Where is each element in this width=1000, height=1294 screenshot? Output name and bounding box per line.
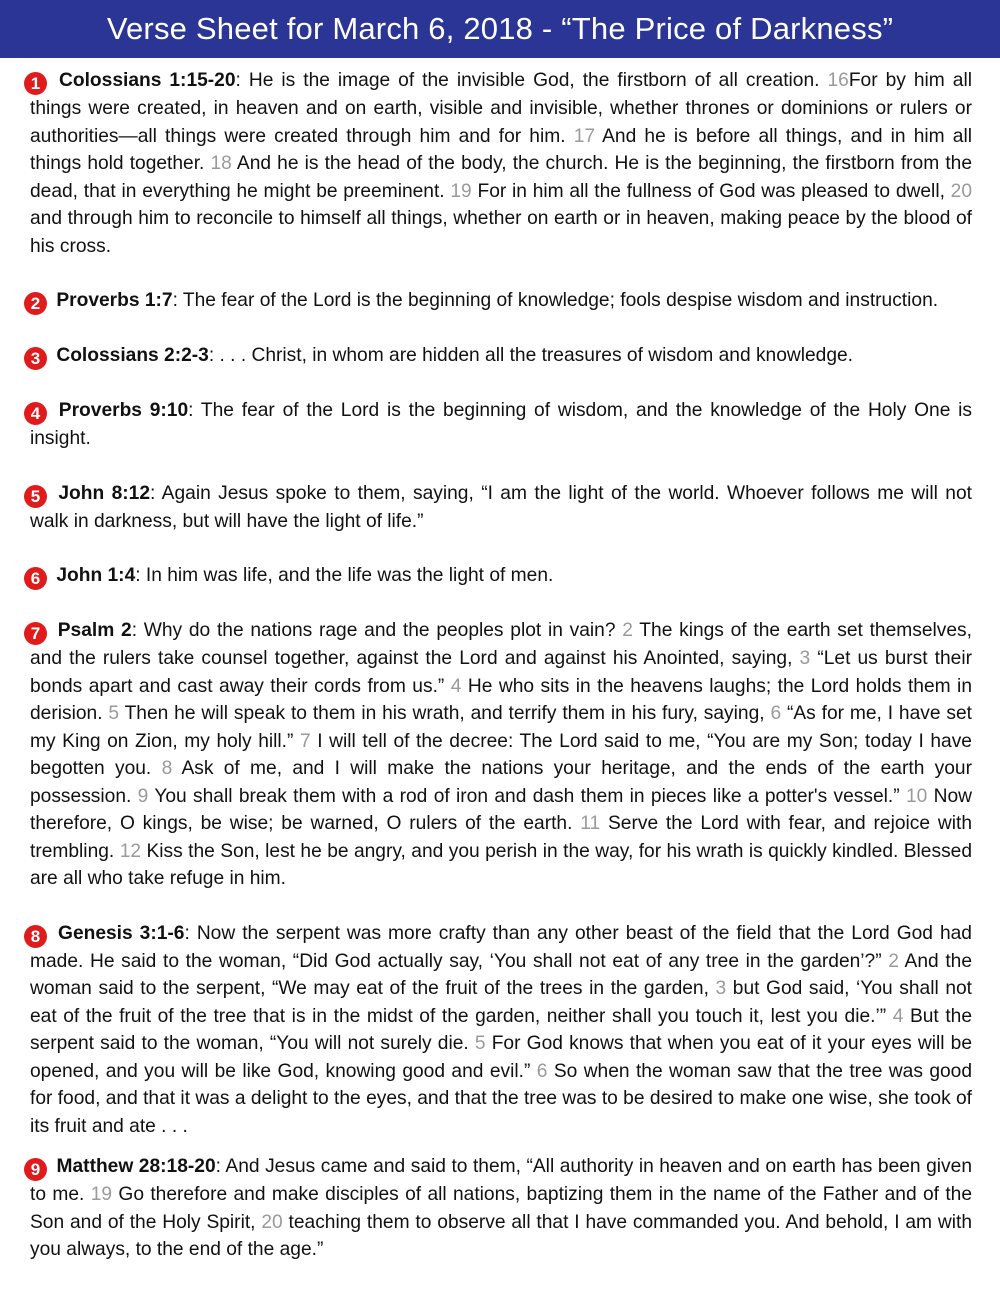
verse-item xyxy=(30,1153,972,1264)
verse-item xyxy=(30,67,972,260)
verse-list xyxy=(0,58,1000,1264)
verse-text: : Why do the nations rage and the peoples plot in vain? xyxy=(131,620,623,641)
verse-text: For in him all the fullness of God was pleased to dwell, xyxy=(471,180,951,202)
verse-number-badge: 8 xyxy=(24,925,47,948)
verse-text: : The fear of the Lord is the beginning of wisdom, and the knowledge of the Holy One is insight. xyxy=(30,400,972,449)
verse-text: : He is the image of the invisible God, the firstborn of all creation. xyxy=(235,70,828,91)
verse-text: You shall break them with a rod of iron and dash them in pieces like a potter's vessel.” xyxy=(148,785,906,807)
verse-text: : Again Jesus spoke to them, saying, “I am the light of the world. Whoever follows me will not walk in darkness, but will have the light of life.” xyxy=(30,482,972,532)
verse-item xyxy=(30,920,972,1141)
verse-text: I will tell of the decree: The Lord said to me, “You are my Son; today I have begotten you. xyxy=(30,730,972,779)
verse-number-badge: 2 xyxy=(24,292,47,315)
verse-subnumber: 16 xyxy=(827,70,849,91)
verse-subnumber: 6 xyxy=(770,703,782,724)
verse-item xyxy=(30,617,972,893)
verse-number-badge: 7 xyxy=(24,622,47,645)
verse-item xyxy=(30,562,972,590)
verse-text: He who sits in the heavens laughs; the Lord holds them in derision. xyxy=(30,675,972,724)
verse-subnumber: 8 xyxy=(161,758,173,779)
verse-reference: Colossians 2:2-3 xyxy=(56,345,209,366)
verse-subnumber: 19 xyxy=(450,180,472,202)
verse-subnumber: 2 xyxy=(888,950,899,972)
verse-subnumber: 11 xyxy=(580,813,601,834)
verse-reference: Psalm 2 xyxy=(57,620,132,641)
verse-item xyxy=(30,287,972,315)
verse-text: and through him to reconcile to himself all things, whether on earth or in heaven, making peace by the blood of his cross. xyxy=(30,208,972,257)
verse-text: Now therefore, O kings, be wise; be warned, O rulers of the earth. xyxy=(30,785,973,834)
verse-reference: Proverbs 1:7 xyxy=(56,290,173,311)
verse-text: Ask of me, and I will make the nations your heritage, and the ends of the earth your possession. xyxy=(30,758,972,807)
verse-number-badge: 4 xyxy=(24,402,47,425)
verse-subnumber: 12 xyxy=(119,840,142,862)
verse-text: Go therefore and make disciples of all nations, baptizing them in the name of the Father and of the Son and of the Holy Spirit, xyxy=(30,1184,972,1233)
verse-subnumber: 6 xyxy=(536,1060,548,1082)
verse-text: And the woman said to the serpent, “We may eat of the fruit of the trees in the garden, xyxy=(30,950,972,999)
verse-text: The kings of the earth set themselves, and the rulers take counsel together, against the Lord and against his Anointed, saying, xyxy=(30,620,972,669)
verse-text: but God said, ‘You shall not eat of the fruit of the tree that is in the midst of the garden, neither shall you touch it, lest you die.’” xyxy=(30,978,972,1027)
verse-text: : The fear of the Lord is the beginning of knowledge; fools despise wisdom and instruction. xyxy=(172,290,939,311)
verse-text: : In him was life, and the life was the light of men. xyxy=(135,565,554,586)
verse-subnumber: 17 xyxy=(573,125,596,147)
verse-text: “Let us burst their bonds apart and cast away their cords from us.” xyxy=(30,648,972,697)
verse-subnumber: 5 xyxy=(108,703,120,724)
verse-text: teaching them to observe all that I have commanded you. And behold, I am with you always, to the end of the age.” xyxy=(30,1211,972,1260)
verse-subnumber: 2 xyxy=(622,620,633,641)
page-title-bar xyxy=(0,0,1000,58)
verse-reference: John 8:12 xyxy=(58,482,151,504)
verse-text: And he is before all things, and in him all things hold together. xyxy=(30,125,972,174)
verse-subnumber: 3 xyxy=(715,978,727,999)
verse-text: Kiss the Son, lest he be angry, and you perish in the way, for his wrath is quickly kindled. Blessed are all who take refuge in him. xyxy=(30,840,973,889)
verse-text: “As for me, I have set my King on Zion, my holy hill.” xyxy=(30,703,972,752)
verse-number-badge: 6 xyxy=(24,567,47,590)
verse-number-badge: 1 xyxy=(24,72,47,95)
verse-subnumber: 18 xyxy=(210,153,232,174)
verse-text: : And Jesus came and said to them, “All authority in heaven and on earth has been given to me. xyxy=(30,1156,972,1205)
page-title: Verse Sheet for March 6, 2018 - “The Price of Darkness” xyxy=(106,11,894,46)
verse-number-badge: 9 xyxy=(24,1158,47,1181)
verse-text: : . . . Christ, in whom are hidden all the treasures of wisdom and knowledge. xyxy=(208,345,854,366)
verse-item xyxy=(30,342,972,370)
verse-subnumber: 20 xyxy=(950,180,972,202)
verse-text: But the serpent said to the woman, “You will not surely die. xyxy=(30,1005,973,1054)
verse-text: : Now the serpent was more crafty than any other beast of the field that the Lord God had made. He said to the woman, “Did God actually say, ‘You shall not eat of any tree in the garden’?” xyxy=(30,922,972,972)
verse-subnumber: 9 xyxy=(137,785,149,807)
verse-reference: Proverbs 9:10 xyxy=(58,400,189,421)
verse-item xyxy=(30,397,972,453)
verse-subnumber: 7 xyxy=(299,730,311,752)
verse-reference: Matthew 28:18-20 xyxy=(56,1156,216,1177)
verse-text: And he is the head of the body, the church. He is the beginning, the firstborn from the dead, that in everything he might be preeminent. xyxy=(30,153,972,202)
verse-reference: Genesis 3:1-6 xyxy=(58,922,185,944)
verse-reference: John 1:4 xyxy=(56,565,136,586)
verse-text: For by him all things were created, in heaven and on earth, visible and invisible, whether thrones or dominions or rulers or authorities—all things were created through him and for him. xyxy=(30,70,972,147)
verse-subnumber: 4 xyxy=(450,675,462,697)
verse-text: Serve the Lord with fear, and rejoice with trembling. xyxy=(30,813,972,862)
verse-text: Then he will speak to them in his wrath, and terrify them in his fury, saying, xyxy=(119,703,771,724)
verse-subnumber: 10 xyxy=(905,785,928,807)
verse-text: So when the woman saw that the tree was good for food, and that it was a delight to the eyes, and that the tree was to be desired to make one wise, she took of its fruit and ate . . . xyxy=(30,1060,973,1137)
verse-text: For God knows that when you eat of it your eyes will be opened, and you will be like God, knowing good and evil.” xyxy=(30,1033,972,1082)
verse-item xyxy=(30,480,972,536)
verse-subnumber: 20 xyxy=(261,1211,283,1233)
verse-number-badge: 3 xyxy=(24,347,47,370)
verse-subnumber: 4 xyxy=(892,1005,904,1027)
verse-subnumber: 3 xyxy=(799,648,811,669)
verse-subnumber: 19 xyxy=(90,1184,113,1205)
verse-subnumber: 5 xyxy=(474,1033,486,1054)
verse-reference: Colossians 1:15-20 xyxy=(59,70,236,91)
verse-number-badge: 5 xyxy=(24,485,47,508)
